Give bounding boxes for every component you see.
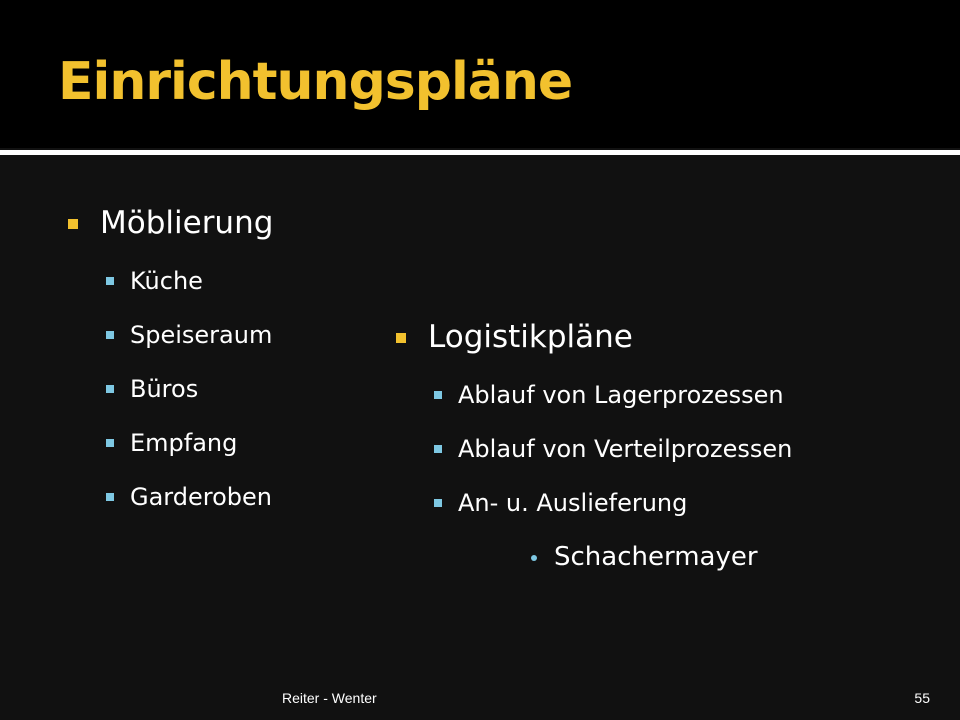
- bullet-text: Ablauf von Verteilprozessen: [458, 435, 793, 463]
- bullet-heading-logistikplaene: [394, 312, 792, 368]
- square-bullet-icon: [106, 493, 114, 501]
- bullet-text: Garderoben: [130, 483, 272, 511]
- square-bullet-icon: [106, 277, 114, 285]
- dot-bullet-icon: [531, 555, 537, 561]
- square-bullet-icon: [434, 445, 442, 453]
- slide-title: Einrichtungspläne: [58, 52, 573, 112]
- bullet-item-kueche: [66, 254, 273, 308]
- bullet-item-lagerprozesse: [394, 368, 792, 422]
- title-divider: [0, 150, 960, 155]
- left-column: [66, 198, 273, 524]
- bullet-item-verteilprozesse: [394, 422, 792, 476]
- square-bullet-icon: [434, 391, 442, 399]
- title-band: [0, 0, 960, 148]
- bullet-text: Empfang: [130, 429, 238, 457]
- bullet-item-speiseraum: [66, 308, 273, 362]
- square-bullet-icon: [106, 439, 114, 447]
- page-number: 55: [914, 690, 930, 706]
- bullet-item-bueros: [66, 362, 273, 416]
- bullet-item-garderoben: [66, 470, 273, 524]
- bullet-subitem-schachermayer: [394, 530, 792, 584]
- bullet-item-auslieferung: [394, 476, 792, 530]
- square-bullet-icon: [68, 219, 78, 229]
- bullet-text: An- u. Auslieferung: [458, 489, 688, 517]
- bullet-heading-moeblierung: [66, 198, 273, 254]
- bullet-text: Ablauf von Lagerprozessen: [458, 381, 784, 409]
- right-column: [394, 312, 792, 584]
- square-bullet-icon: [106, 385, 114, 393]
- bullet-text: Küche: [130, 267, 203, 295]
- bullet-text: Speiseraum: [130, 321, 273, 349]
- square-bullet-icon: [434, 499, 442, 507]
- square-bullet-icon: [396, 333, 406, 343]
- bullet-text: Schachermayer: [554, 542, 758, 572]
- bullet-item-empfang: [66, 416, 273, 470]
- bullet-text: Möblierung: [100, 205, 274, 241]
- bullet-text: Büros: [130, 375, 199, 403]
- square-bullet-icon: [106, 331, 114, 339]
- bullet-text: Logistikpläne: [428, 319, 633, 355]
- footer-author: Reiter - Wenter: [282, 690, 377, 706]
